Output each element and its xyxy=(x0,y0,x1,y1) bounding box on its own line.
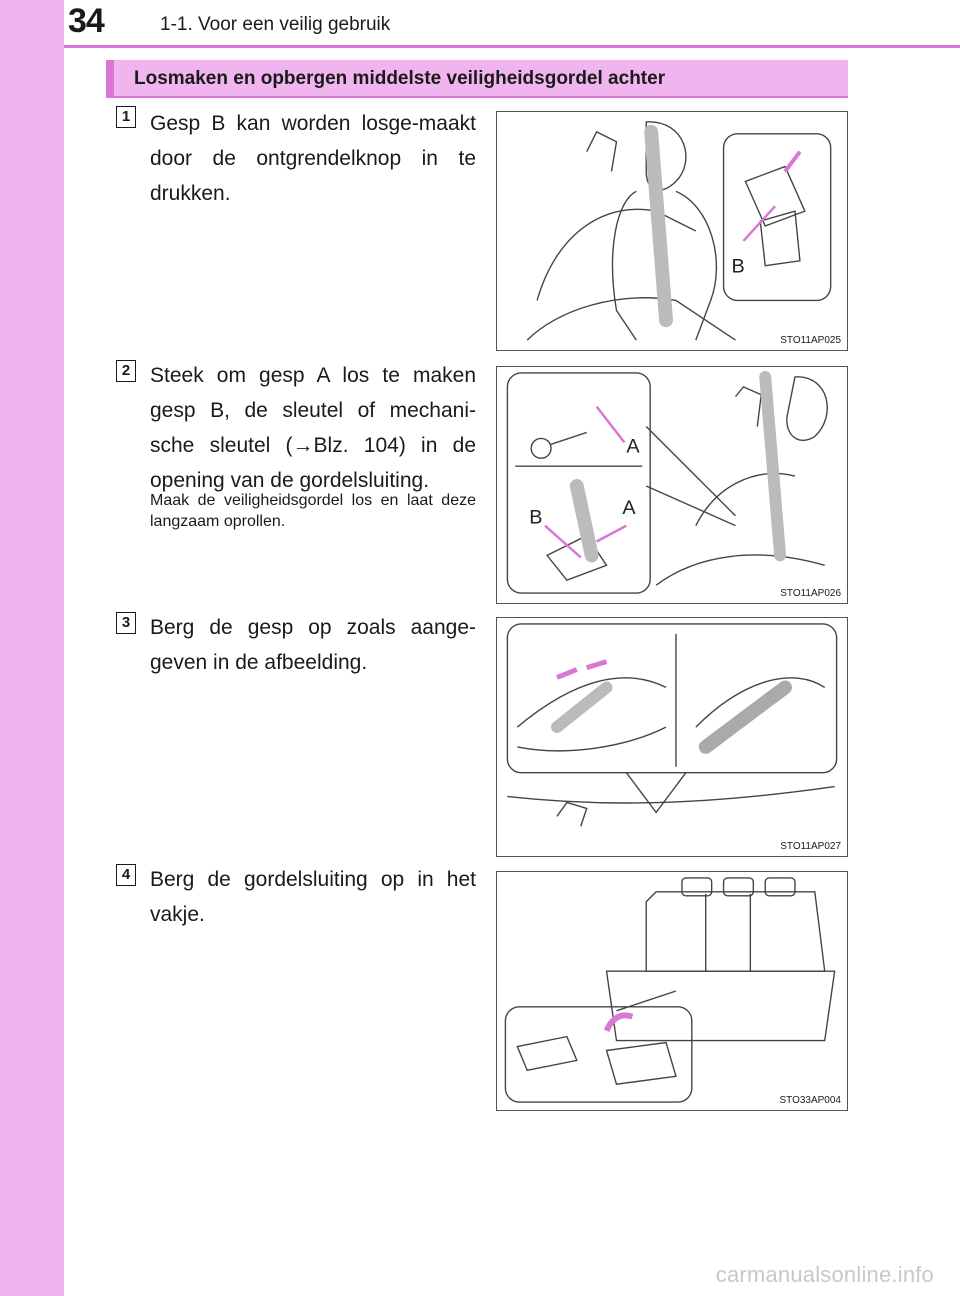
figure-step-4 xyxy=(496,871,848,1111)
buckle-release-illustration xyxy=(497,112,847,350)
step-2-text: Steek om gesp A los te maken gesp B, de sleutel of mechani-sche sleutel (→Blz. 104) in de opening van de gordelsluiting. xyxy=(150,364,476,492)
page-number: 34 xyxy=(68,2,104,40)
step-2-badge: 2 xyxy=(116,360,136,382)
figure-3-code: STO11AP027 xyxy=(780,841,841,852)
header-rule xyxy=(64,45,960,48)
buckle-unlock-illustration xyxy=(497,367,847,603)
running-head: 1-1. Voor een veilig gebruik xyxy=(160,14,391,35)
section-title: Losmaken en opbergen middelste veiligheidsgordel achter xyxy=(134,68,666,89)
figure-step-3 xyxy=(496,617,848,857)
step-4-text: Berg de gordelsluiting op in het vakje. xyxy=(150,868,476,926)
buckle-stow-illustration xyxy=(497,618,847,856)
figure-2-label-a-bottom: A xyxy=(622,496,636,519)
step-3-text: Berg de gesp op zoals aange-geven in de afbeelding. xyxy=(150,616,476,674)
figure-step-2 xyxy=(496,366,848,604)
step-4-badge: 4 xyxy=(116,864,136,886)
section-heading-bar xyxy=(106,60,848,98)
side-strip xyxy=(0,0,64,1296)
figure-2-label-a-top: A xyxy=(626,435,640,458)
figure-4-code: STO33AP004 xyxy=(779,1095,841,1106)
step-1-text: Gesp B kan worden losge-maakt door de ontgrendelknop in te drukken. xyxy=(150,112,476,205)
figure-step-1 xyxy=(496,111,848,351)
figure-2-code: STO11AP026 xyxy=(780,588,841,599)
rear-seat-compartment-illustration xyxy=(497,872,847,1110)
watermark: carmanualsonline.info xyxy=(715,1262,934,1287)
figure-2-label-b: B xyxy=(529,506,543,529)
step-1-badge: 1 xyxy=(116,106,136,128)
step-3-badge: 3 xyxy=(116,612,136,634)
step-2-note: Maak de veiligheidsgordel los en laat deze langzaam oprollen. xyxy=(150,492,476,530)
figure-1-code: STO11AP025 xyxy=(780,335,841,346)
figure-1-label-b: B xyxy=(731,255,745,278)
